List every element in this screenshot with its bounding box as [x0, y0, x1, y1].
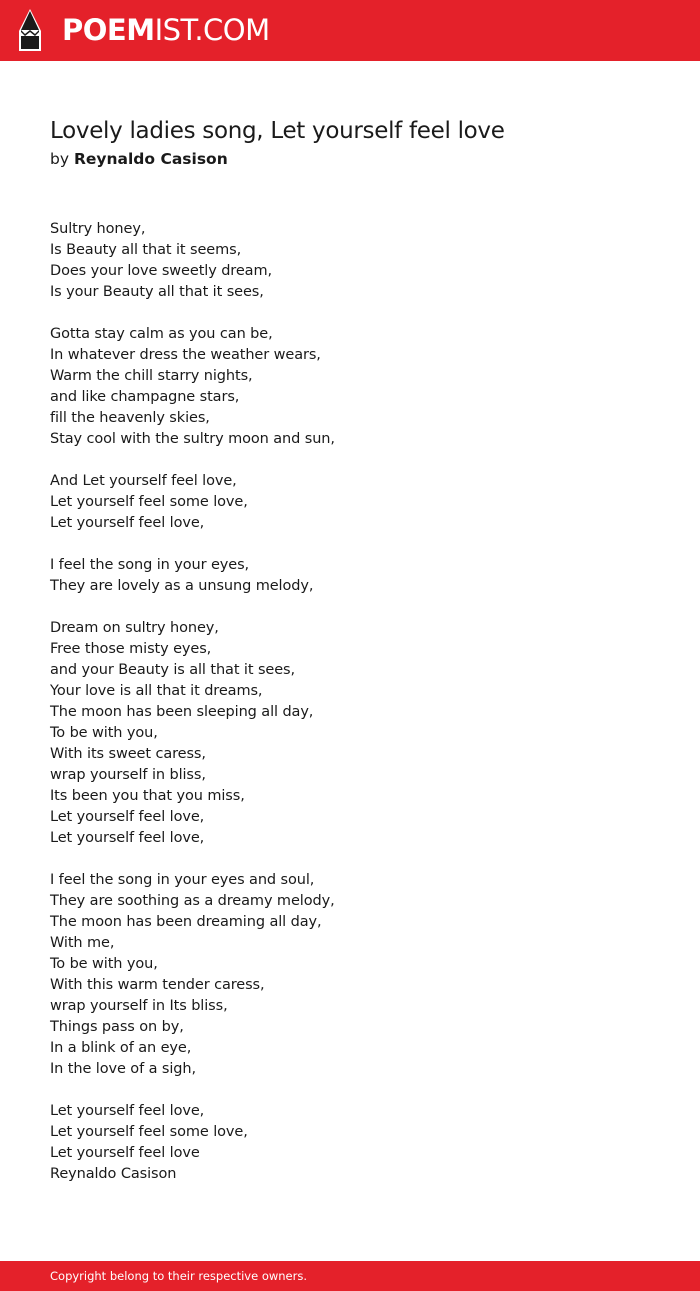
- poem-line: Things pass on by,: [50, 1019, 184, 1035]
- poem-line: fill the heavenly skies,: [50, 410, 210, 426]
- poem-line: Let yourself feel love: [50, 1145, 200, 1161]
- poem-line: Is your Beauty all that it sees,: [50, 284, 264, 300]
- by-label: by: [50, 150, 70, 168]
- stanza-break: [50, 849, 670, 870]
- poem-line: Warm the chill starry nights,: [50, 368, 253, 384]
- poem-line: They are lovely as a unsung melody,: [50, 578, 314, 594]
- stanza-break: [50, 1080, 670, 1101]
- poem-line: Let yourself feel love,: [50, 830, 205, 846]
- poem-line: Gotta stay calm as you can be,: [50, 326, 273, 342]
- poem-line: I feel the song in your eyes,: [50, 557, 250, 573]
- poem-line: Your love is all that it dreams,: [50, 683, 263, 699]
- poem-line: To be with you,: [50, 956, 158, 972]
- poem-line: With me,: [50, 935, 115, 951]
- poem-line: In the love of a sigh,: [50, 1061, 196, 1077]
- logo-text-bold: POEM: [62, 13, 155, 47]
- poem-line: In a blink of an eye,: [50, 1040, 192, 1056]
- poem-line: Let yourself feel love,: [50, 515, 205, 531]
- poem-line: I feel the song in your eyes and soul,: [50, 872, 315, 888]
- author-name: Reynaldo Casison: [73, 150, 228, 168]
- poem-body: [50, 219, 670, 1185]
- poem-line: With this warm tender caress,: [50, 977, 265, 993]
- poem-line: They are soothing as a dreamy melody,: [50, 893, 335, 909]
- byline: [50, 149, 228, 170]
- pencil-icon[interactable]: [17, 9, 43, 51]
- stanza-break: [50, 597, 670, 618]
- poem-line: wrap yourself in Its bliss,: [50, 998, 228, 1014]
- stanza-break: [50, 450, 670, 471]
- poem-line: Stay cool with the sultry moon and sun,: [50, 431, 335, 447]
- site-logo[interactable]: [62, 12, 270, 48]
- site-header: [0, 0, 700, 61]
- poem-line: Let yourself feel some love,: [50, 1124, 248, 1140]
- poem-line: Dream on sultry honey,: [50, 620, 219, 636]
- poem-line: and like champagne stars,: [50, 389, 240, 405]
- poem-line: The moon has been sleeping all day,: [50, 704, 314, 720]
- site-footer: [0, 1261, 700, 1291]
- poem-line: and your Beauty is all that it sees,: [50, 662, 296, 678]
- poem-line: Let yourself feel love,: [50, 1103, 205, 1119]
- poem-line: With its sweet caress,: [50, 746, 206, 762]
- poem-title: Lovely ladies song, Let yourself feel love: [50, 118, 505, 144]
- poem-line: To be with you,: [50, 725, 158, 741]
- poem-line: And Let yourself feel love,: [50, 473, 237, 489]
- poem-line: In whatever dress the weather wears,: [50, 347, 321, 363]
- poem-line: wrap yourself in bliss,: [50, 767, 206, 783]
- copyright-text: Copyright belong to their respective owners.: [50, 1269, 308, 1283]
- logo-text-light: IST.COM: [154, 13, 270, 47]
- poem-line: The moon has been dreaming all day,: [50, 914, 322, 930]
- poem-line: Reynaldo Casison: [50, 1166, 177, 1182]
- poem-line: Let yourself feel some love,: [50, 494, 248, 510]
- poem-line: Its been you that you miss,: [50, 788, 245, 804]
- poem-line: Free those misty eyes,: [50, 641, 212, 657]
- poem-line: Does your love sweetly dream,: [50, 263, 272, 279]
- poem-line: Sultry honey,: [50, 221, 146, 237]
- stanza-break: [50, 303, 670, 324]
- stanza-break: [50, 534, 670, 555]
- poem-line: Let yourself feel love,: [50, 809, 205, 825]
- poem-line: Is Beauty all that it seems,: [50, 242, 242, 258]
